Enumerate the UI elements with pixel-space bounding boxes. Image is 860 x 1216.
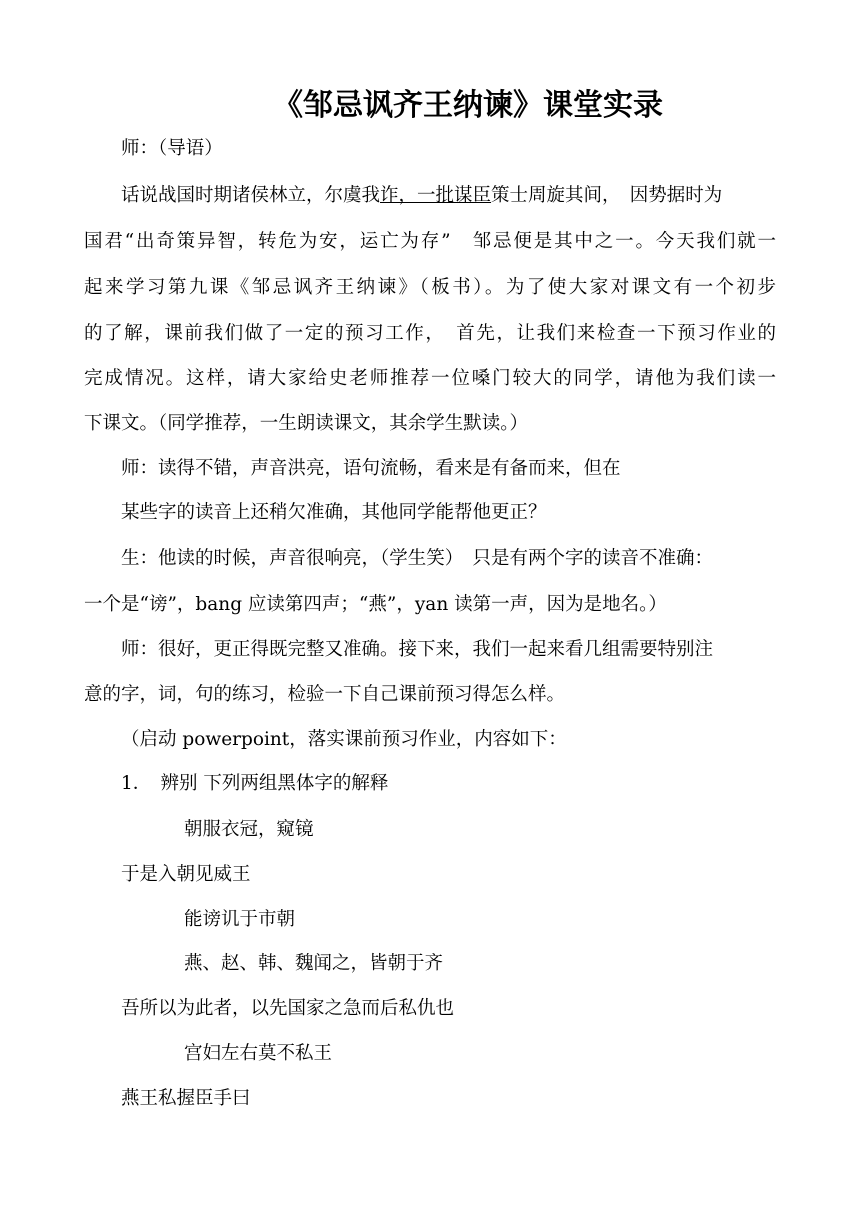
text-line: （启动 powerpoint，落实课前预习作业，内容如下： xyxy=(121,729,567,750)
text-line: 起来学习第九课《邹忌讽齐王纳谏》（板书）。为了使大家对课文有一个初步 xyxy=(84,277,776,298)
text-line: 意的字，词，句的练习，检验一下自己课前预习得怎么样。 xyxy=(84,684,566,705)
text-line xyxy=(121,183,722,209)
text-line: 的了解，课前我们做了一定的预习工作， 首先，让我们来检查一下预习作业的 xyxy=(84,323,776,344)
text-line: 吾所以为此者，以先国家之急而后私仇也 xyxy=(121,998,455,1019)
text-segment: 策士周旋其间， 因势据时为 xyxy=(491,185,723,206)
text-line: 师：很好，更正得既完整又准确。接下来，我们一起来看几组需要特别注 xyxy=(121,639,714,660)
underlined-text: 诈，一批谋臣 xyxy=(380,185,492,206)
text-line: 生：他读的时候，声音很响亮，（学生笑） 只是有两个字的读音不准确： xyxy=(121,548,714,569)
text-line: 下课文。（同学推荐，一生朗读课文，其余学生默读。） xyxy=(84,413,529,434)
text-segment: 话说战国时期诸侯林立，尔虞我 xyxy=(121,185,381,206)
text-line: 师：（导语） xyxy=(121,138,223,159)
text-line: 燕、赵、韩、魏闻之，皆朝于齐 xyxy=(184,953,444,974)
text-line: 于是入朝见威王 xyxy=(121,864,251,885)
list-item: 1． 辨别 下列两组黑体字的解释 xyxy=(121,773,389,794)
text-line: 一个是“谤”，bang 应读第四声；“燕”，yan 读第一声，因为是地名。） xyxy=(84,594,667,615)
text-line: 能谤讥于市朝 xyxy=(184,909,296,930)
text-line: 完成情况。这样，请大家给史老师推荐一位嗓门较大的同学，请他为我们读一 xyxy=(84,368,776,389)
text-line: 国君“出奇策异智，转危为安，运亡为存” 邹忌便是其中之一。今天我们就一 xyxy=(84,231,776,252)
text-line: 朝服衣冠，窥镜 xyxy=(184,819,314,840)
page-title: 《邹忌讽齐王纳谏》课堂实录 xyxy=(273,88,663,123)
text-line: 宫妇左右莫不私王 xyxy=(184,1043,333,1064)
text-line: 燕王私握臣手曰 xyxy=(121,1088,251,1109)
text-line: 师：读得不错，声音洪亮，语句流畅，看来是有备而来，但在 xyxy=(121,458,621,479)
text-line: 某些字的读音上还稍欠准确，其他同学能帮他更正？ xyxy=(121,502,547,523)
